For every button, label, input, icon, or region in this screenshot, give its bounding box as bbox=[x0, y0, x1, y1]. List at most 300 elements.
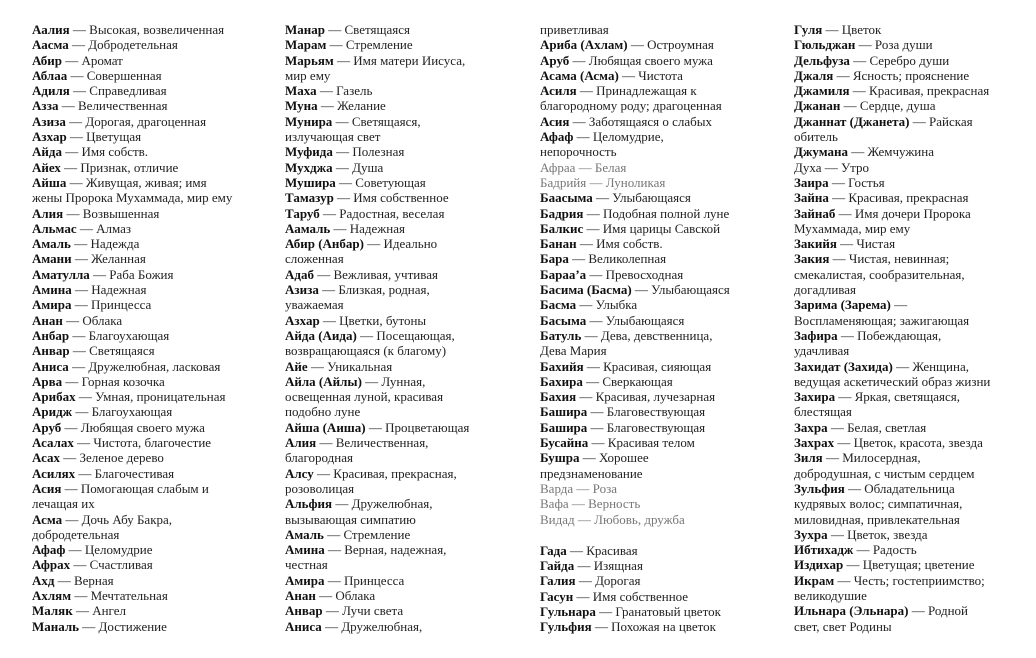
name-entry bbox=[540, 251, 780, 266]
name-entry bbox=[285, 37, 525, 52]
name-term: Арва bbox=[32, 373, 63, 389]
name-meaning: — Надежная bbox=[330, 220, 405, 236]
name-entry bbox=[540, 512, 780, 527]
name-meaning: — Честь; гостеприимство; bbox=[834, 572, 985, 588]
name-meaning: жены Пророка Мухаммада, мир ему bbox=[32, 190, 233, 206]
name-meaning: — Красивая, прекрасная, bbox=[313, 465, 457, 481]
name-entry bbox=[32, 206, 272, 221]
name-entry bbox=[794, 573, 1030, 588]
name-entry bbox=[285, 190, 525, 205]
name-term: Бадрийя bbox=[540, 174, 587, 190]
name-term: Азиза bbox=[32, 113, 66, 129]
name-term: Ахлям bbox=[32, 587, 72, 603]
name-meaning: — Улыбающаяся bbox=[631, 282, 730, 298]
name-entry-continuation bbox=[794, 466, 1030, 481]
name-entry bbox=[32, 420, 272, 435]
name-term: Башира bbox=[540, 419, 588, 435]
name-meaning: — Дорогая, драгоценная bbox=[65, 113, 207, 129]
name-entry bbox=[540, 543, 780, 558]
name-term: Ибтихадж bbox=[794, 542, 854, 558]
name-entry bbox=[794, 190, 1030, 205]
name-meaning: — Вежливая, учтивая bbox=[313, 266, 438, 282]
name-term: Зиля bbox=[794, 450, 823, 466]
name-meaning: — Надежда bbox=[70, 236, 140, 252]
name-term: Заира bbox=[794, 174, 829, 190]
name-term: Гайда bbox=[540, 558, 575, 574]
name-term: Захрах bbox=[794, 435, 835, 451]
name-entry bbox=[32, 328, 272, 343]
name-term: Афаф bbox=[32, 542, 66, 558]
name-meaning: — Чистая bbox=[836, 236, 896, 252]
name-entry bbox=[32, 282, 272, 297]
name-entry bbox=[32, 466, 272, 481]
name-term: Амаль bbox=[32, 236, 71, 252]
name-term: Басма bbox=[540, 297, 577, 313]
name-term: Муфида bbox=[285, 144, 333, 160]
name-term: Балкис bbox=[540, 220, 584, 236]
name-entry-continuation bbox=[285, 389, 525, 404]
name-entry bbox=[794, 328, 1030, 343]
name-entry bbox=[794, 251, 1030, 266]
name-entry-continuation bbox=[285, 297, 525, 312]
name-term: Арибах bbox=[32, 389, 76, 405]
name-meaning: излучающая свет bbox=[285, 129, 381, 145]
name-entry bbox=[285, 282, 525, 297]
name-entry bbox=[540, 404, 780, 419]
name-meaning: — Любящая своего мужа bbox=[569, 52, 713, 68]
name-meaning: — Дружелюбная, bbox=[321, 618, 423, 634]
name-term: Галия bbox=[540, 573, 576, 589]
name-entry bbox=[32, 450, 272, 465]
name-entry-continuation bbox=[32, 496, 272, 511]
name-meaning: Воспламеняющая; зажигающая bbox=[794, 312, 970, 328]
name-entry bbox=[540, 129, 780, 144]
name-entry bbox=[285, 267, 525, 282]
name-entry bbox=[794, 603, 1030, 618]
name-meaning: — Стремление bbox=[326, 37, 413, 53]
name-meaning: великодушие bbox=[794, 587, 867, 603]
name-entry bbox=[285, 420, 525, 435]
name-meaning: — Сердце, душа bbox=[840, 98, 936, 114]
name-meaning: — Советующая bbox=[335, 174, 426, 190]
name-meaning: — Цветущая bbox=[66, 129, 142, 145]
name-entry bbox=[285, 206, 525, 221]
name-entry bbox=[540, 221, 780, 236]
name-entry-continuation bbox=[285, 557, 525, 572]
name-term: Айда (Аида) bbox=[285, 327, 357, 343]
name-entry bbox=[794, 389, 1030, 404]
name-meaning: — Красивая, лучезарная bbox=[576, 389, 716, 405]
name-entry bbox=[540, 160, 780, 175]
name-entry bbox=[540, 374, 780, 389]
name-meaning: — Благовествующая bbox=[587, 419, 706, 435]
name-meaning: — Совершенная bbox=[67, 67, 162, 83]
name-entry bbox=[794, 297, 1030, 312]
name-term: Зульфия bbox=[794, 480, 845, 496]
name-meaning: — Радостная, веселая bbox=[319, 205, 445, 221]
name-entry bbox=[794, 557, 1030, 572]
name-entry bbox=[285, 313, 525, 328]
name-term: Таруб bbox=[285, 205, 320, 221]
name-entry bbox=[285, 236, 525, 251]
name-entry bbox=[540, 496, 780, 511]
name-meaning: — Облака bbox=[315, 587, 376, 603]
name-term: Бусайна bbox=[540, 435, 589, 451]
name-term: Амина bbox=[32, 282, 72, 298]
name-meaning: — Полезная bbox=[332, 144, 405, 160]
name-term: Бахийя bbox=[540, 358, 584, 374]
name-term: Алия bbox=[285, 435, 317, 451]
column-3 bbox=[540, 22, 780, 635]
name-term: Гада bbox=[540, 542, 567, 558]
name-term: Гасун bbox=[540, 588, 574, 604]
name-meaning: — Высокая, возвеличенная bbox=[69, 22, 225, 37]
name-meaning: — Чистота, благочестие bbox=[73, 435, 212, 451]
name-entry bbox=[794, 481, 1030, 496]
name-term: Анан bbox=[32, 312, 63, 328]
name-term: Зайнаб bbox=[794, 205, 836, 221]
name-term: Икрам bbox=[794, 572, 835, 588]
name-meaning: — Целомудрие bbox=[65, 542, 153, 558]
name-entry bbox=[32, 83, 272, 98]
name-meaning: — Чистая, невинная; bbox=[829, 251, 950, 267]
name-term: Азхар bbox=[285, 312, 320, 328]
name-term: Джаннат (Джанета) bbox=[794, 113, 910, 129]
name-meaning: — bbox=[890, 297, 908, 313]
name-meaning: — Белая bbox=[575, 159, 627, 175]
name-meaning: — Цветок bbox=[822, 22, 882, 37]
name-meaning: — Цветки, бутоны bbox=[319, 312, 427, 328]
name-meaning: — Принцесса bbox=[71, 297, 152, 313]
name-meaning: — Живущая, живая; имя bbox=[66, 174, 207, 190]
name-meaning: — Остроумная bbox=[627, 37, 714, 53]
name-term: Мушира bbox=[285, 174, 336, 190]
name-entry-continuation bbox=[285, 129, 525, 144]
name-meaning: освещенная луной, красивая bbox=[285, 389, 444, 405]
name-entry bbox=[285, 603, 525, 618]
name-meaning: — Гостья bbox=[828, 174, 885, 190]
name-meaning: — Благоухающая bbox=[72, 404, 173, 420]
name-meaning: — Возвышенная bbox=[63, 205, 160, 221]
name-entry bbox=[540, 175, 780, 190]
name-entry bbox=[540, 114, 780, 129]
name-term: Аридж bbox=[32, 404, 73, 420]
name-meaning: — Улыбка bbox=[576, 297, 638, 313]
name-term: Ильнара (Эльнара) bbox=[794, 603, 909, 619]
name-entry bbox=[285, 359, 525, 374]
name-entry bbox=[540, 83, 780, 98]
name-entry bbox=[794, 236, 1030, 251]
name-term: Ариба (Ахлам) bbox=[540, 37, 628, 53]
name-meaning: — Превосходная bbox=[586, 266, 684, 282]
name-meaning: — Умная, проницательная bbox=[75, 389, 226, 405]
name-term: Амаль bbox=[285, 526, 324, 542]
name-term: Маляк bbox=[32, 603, 73, 619]
name-meaning: — Имя собств. bbox=[61, 144, 149, 160]
name-entry bbox=[32, 573, 272, 588]
name-entry bbox=[794, 527, 1030, 542]
name-meaning: — Роза bbox=[573, 480, 617, 496]
name-entry-continuation bbox=[540, 144, 780, 159]
name-term: Захидат (Захида) bbox=[794, 358, 893, 374]
name-meaning: Мухаммада, мир ему bbox=[794, 220, 911, 236]
name-meaning: блестящая bbox=[794, 404, 852, 420]
name-meaning: — Добродетельная bbox=[68, 37, 178, 53]
name-meaning: — Имя собственное bbox=[573, 588, 689, 604]
name-term: Анвар bbox=[285, 603, 323, 619]
name-entry bbox=[540, 604, 780, 619]
name-entry bbox=[32, 603, 272, 618]
name-entry-continuation bbox=[285, 404, 525, 419]
name-term: Бараа’а bbox=[540, 266, 587, 282]
name-term: Асиля bbox=[540, 83, 577, 99]
name-term: Аматулла bbox=[32, 266, 90, 282]
name-term: Мухджа bbox=[285, 159, 333, 175]
name-meaning: — Родной bbox=[908, 603, 969, 619]
name-meaning: — Процветающая bbox=[365, 419, 470, 435]
name-meaning: — Раба Божия bbox=[89, 266, 174, 282]
name-meaning: — Подобная полной луне bbox=[583, 205, 730, 221]
name-entry bbox=[32, 313, 272, 328]
name-term: Азза bbox=[32, 98, 59, 114]
name-entry bbox=[32, 129, 272, 144]
name-entry bbox=[32, 22, 272, 37]
name-term: Гульфия bbox=[540, 619, 592, 635]
name-meaning: — Похожая на цветок bbox=[591, 619, 716, 635]
name-term: Ахд bbox=[32, 572, 55, 588]
name-term: Аалия bbox=[32, 22, 70, 37]
name-meaning: — Уникальная bbox=[307, 358, 393, 374]
name-term: Асма bbox=[32, 511, 63, 527]
name-entry bbox=[540, 435, 780, 450]
name-term: Дельфуза bbox=[794, 52, 850, 68]
name-meaning: — Побеждающая, bbox=[837, 327, 942, 343]
name-meaning: лечащая их bbox=[32, 496, 95, 512]
name-meaning: — Величественная, bbox=[316, 435, 429, 451]
name-meaning: — Дева, девственница, bbox=[581, 327, 713, 343]
name-entry bbox=[32, 267, 272, 282]
name-entry-continuation bbox=[794, 588, 1030, 603]
name-entry bbox=[794, 83, 1030, 98]
name-term: Зарима (Зарема) bbox=[794, 297, 891, 313]
name-term: Аамаль bbox=[285, 220, 331, 236]
name-meaning: — Имя царицы Савской bbox=[583, 220, 721, 236]
name-term: Маха bbox=[285, 83, 317, 99]
name-term: Айех bbox=[32, 159, 61, 175]
name-entry bbox=[540, 389, 780, 404]
name-meaning: свет, свет Родины bbox=[794, 618, 892, 634]
name-meaning: ведущая аскетический образ жизни bbox=[794, 373, 991, 389]
name-entry bbox=[32, 404, 272, 419]
name-term: Бара bbox=[540, 251, 569, 267]
name-term: Азхар bbox=[32, 129, 67, 145]
name-term: Аруб bbox=[32, 419, 62, 435]
name-entry bbox=[285, 496, 525, 511]
name-meaning: — Алмаз bbox=[76, 220, 132, 236]
name-meaning: — Красивая, прекрасная bbox=[849, 83, 990, 99]
name-entry bbox=[285, 435, 525, 450]
name-entry bbox=[32, 297, 272, 312]
name-term: Зухра bbox=[794, 526, 828, 542]
name-entry bbox=[794, 68, 1030, 83]
name-meaning: — Мечтательная bbox=[71, 587, 168, 603]
name-entry bbox=[285, 527, 525, 542]
name-entry bbox=[540, 206, 780, 221]
name-meaning: — Луноликая bbox=[586, 174, 666, 190]
name-entry-continuation bbox=[285, 343, 525, 358]
name-entry bbox=[540, 558, 780, 573]
name-entry-continuation bbox=[540, 343, 780, 358]
name-meaning: — Принадлежащая к bbox=[576, 83, 697, 99]
name-entry bbox=[794, 450, 1030, 465]
name-meaning: — Дружелюбная, ласковая bbox=[68, 358, 221, 374]
name-meaning: — Дорогая bbox=[575, 573, 641, 589]
name-meaning: благородному роду; драгоценная bbox=[540, 98, 722, 114]
column-2 bbox=[285, 22, 525, 634]
name-entry bbox=[32, 114, 272, 129]
name-term: Абир (Анбар) bbox=[285, 236, 364, 252]
name-term: Асалах bbox=[32, 435, 74, 451]
name-meaning: — Желанная bbox=[71, 251, 146, 267]
name-term: Банан bbox=[540, 236, 577, 252]
name-term: Айла (Айлы) bbox=[285, 373, 362, 389]
name-entry bbox=[285, 542, 525, 557]
name-meaning: — Дочь Абу Бакра, bbox=[62, 511, 173, 527]
name-meaning: — Признак, отличие bbox=[60, 159, 179, 175]
name-meaning: — Великолепная bbox=[568, 251, 667, 267]
name-entry bbox=[794, 98, 1030, 113]
name-meaning: — Благоухающая bbox=[69, 327, 170, 343]
name-meaning: — Красивая, сияющая bbox=[583, 358, 712, 374]
name-entry bbox=[32, 542, 272, 557]
name-term: Анвар bbox=[32, 343, 70, 359]
name-entry-continuation bbox=[540, 98, 780, 113]
name-entry bbox=[540, 481, 780, 496]
name-entry bbox=[540, 297, 780, 312]
name-term: Башира bbox=[540, 404, 588, 420]
name-entry bbox=[32, 251, 272, 266]
name-term: Гуля bbox=[794, 22, 823, 37]
name-meaning: — Любящая своего мужа bbox=[61, 419, 205, 435]
name-term: Басима (Басма) bbox=[540, 282, 632, 298]
name-meaning: — Улыбающаяся bbox=[586, 312, 685, 328]
name-term: Аниса bbox=[285, 618, 322, 634]
name-term: Джаля bbox=[794, 67, 834, 83]
name-term: Баасыма bbox=[540, 190, 593, 206]
name-meaning: удачливая bbox=[794, 343, 850, 359]
name-meaning: возвращающаяся (к благому) bbox=[285, 343, 447, 359]
name-meaning: Духа — Утро bbox=[794, 159, 870, 175]
name-meaning: — Красивая телом bbox=[588, 435, 695, 451]
name-meaning: — Цветущая; цветение bbox=[843, 557, 975, 573]
name-meaning: честная bbox=[285, 557, 328, 573]
name-entry bbox=[285, 53, 525, 68]
name-meaning: — Счастливая bbox=[70, 557, 153, 573]
name-meaning: — Верная, надежная, bbox=[324, 542, 447, 558]
name-meaning: — Облака bbox=[62, 312, 123, 328]
name-meaning: — Аромат bbox=[61, 52, 123, 68]
name-entry-continuation bbox=[285, 512, 525, 527]
section-gap bbox=[540, 527, 780, 543]
name-meaning: — Улыбающаяся bbox=[592, 190, 691, 206]
name-entry-continuation bbox=[540, 466, 780, 481]
name-entry bbox=[540, 37, 780, 52]
name-meaning: — Белая, светлая bbox=[827, 419, 927, 435]
name-term: Альфия bbox=[285, 496, 333, 512]
name-term: Бадрия bbox=[540, 205, 584, 221]
name-entry-continuation bbox=[794, 282, 1030, 297]
name-meaning: добродушная, с чистым сердцем bbox=[794, 465, 975, 481]
name-entry-continuation bbox=[794, 619, 1030, 634]
name-term: Аруб bbox=[540, 52, 570, 68]
name-entry bbox=[285, 175, 525, 190]
name-meaning: — Дружелюбная, bbox=[332, 496, 433, 512]
name-entry bbox=[540, 313, 780, 328]
name-entry bbox=[32, 619, 272, 634]
name-entry bbox=[794, 114, 1030, 129]
name-entry-continuation bbox=[794, 313, 1030, 328]
name-term: Аасма bbox=[32, 37, 69, 53]
name-term: Аниса bbox=[32, 358, 69, 374]
name-meaning: — Цветок, звезда bbox=[827, 526, 928, 542]
name-meaning: — Светящаяся bbox=[69, 343, 155, 359]
name-meaning: — Райская bbox=[909, 113, 973, 129]
name-meaning: — Помогающая слабым и bbox=[61, 480, 209, 496]
name-term: Альмас bbox=[32, 220, 77, 236]
name-term: Маналь bbox=[32, 618, 80, 634]
name-meaning: — Близкая, родная, bbox=[318, 282, 430, 298]
name-entry bbox=[285, 466, 525, 481]
name-term: Айша bbox=[32, 174, 67, 190]
name-entry bbox=[794, 435, 1030, 450]
name-term: Издихар bbox=[794, 557, 844, 573]
name-meaning: сложенная bbox=[285, 251, 344, 267]
name-meaning: миловидная, привлекательная bbox=[794, 511, 960, 527]
name-entry bbox=[32, 236, 272, 251]
name-meaning: — Лучи света bbox=[322, 603, 404, 619]
name-entry bbox=[794, 37, 1030, 52]
name-meaning: — Зеленое дерево bbox=[60, 450, 164, 466]
name-entry bbox=[285, 328, 525, 343]
name-term: Афрах bbox=[32, 557, 71, 573]
name-term: Басыма bbox=[540, 312, 587, 328]
name-entry bbox=[32, 221, 272, 236]
name-meaning: — Надежная bbox=[71, 282, 147, 298]
name-entry-continuation bbox=[794, 374, 1030, 389]
name-term: Варда bbox=[540, 480, 574, 496]
name-entry bbox=[285, 83, 525, 98]
name-term: Амани bbox=[32, 251, 72, 267]
name-term: Амина bbox=[285, 542, 325, 558]
name-entry-continuation bbox=[285, 68, 525, 83]
name-entry bbox=[794, 420, 1030, 435]
name-entry bbox=[540, 328, 780, 343]
name-entry-continuation bbox=[794, 496, 1030, 511]
name-meaning: — Жемчужина bbox=[847, 144, 934, 160]
name-term: Адиля bbox=[32, 83, 70, 99]
name-entry bbox=[540, 619, 780, 634]
name-meaning: — Светящаяся, bbox=[332, 113, 421, 129]
column-4 bbox=[794, 22, 1030, 634]
name-term: Батуль bbox=[540, 327, 582, 343]
name-meaning: — Яркая, светящаяся, bbox=[835, 389, 960, 405]
name-entry bbox=[794, 359, 1030, 374]
name-entry bbox=[794, 22, 1030, 37]
name-entry bbox=[794, 160, 1030, 175]
name-entry bbox=[32, 481, 272, 496]
name-entry bbox=[32, 160, 272, 175]
name-entry bbox=[794, 53, 1030, 68]
